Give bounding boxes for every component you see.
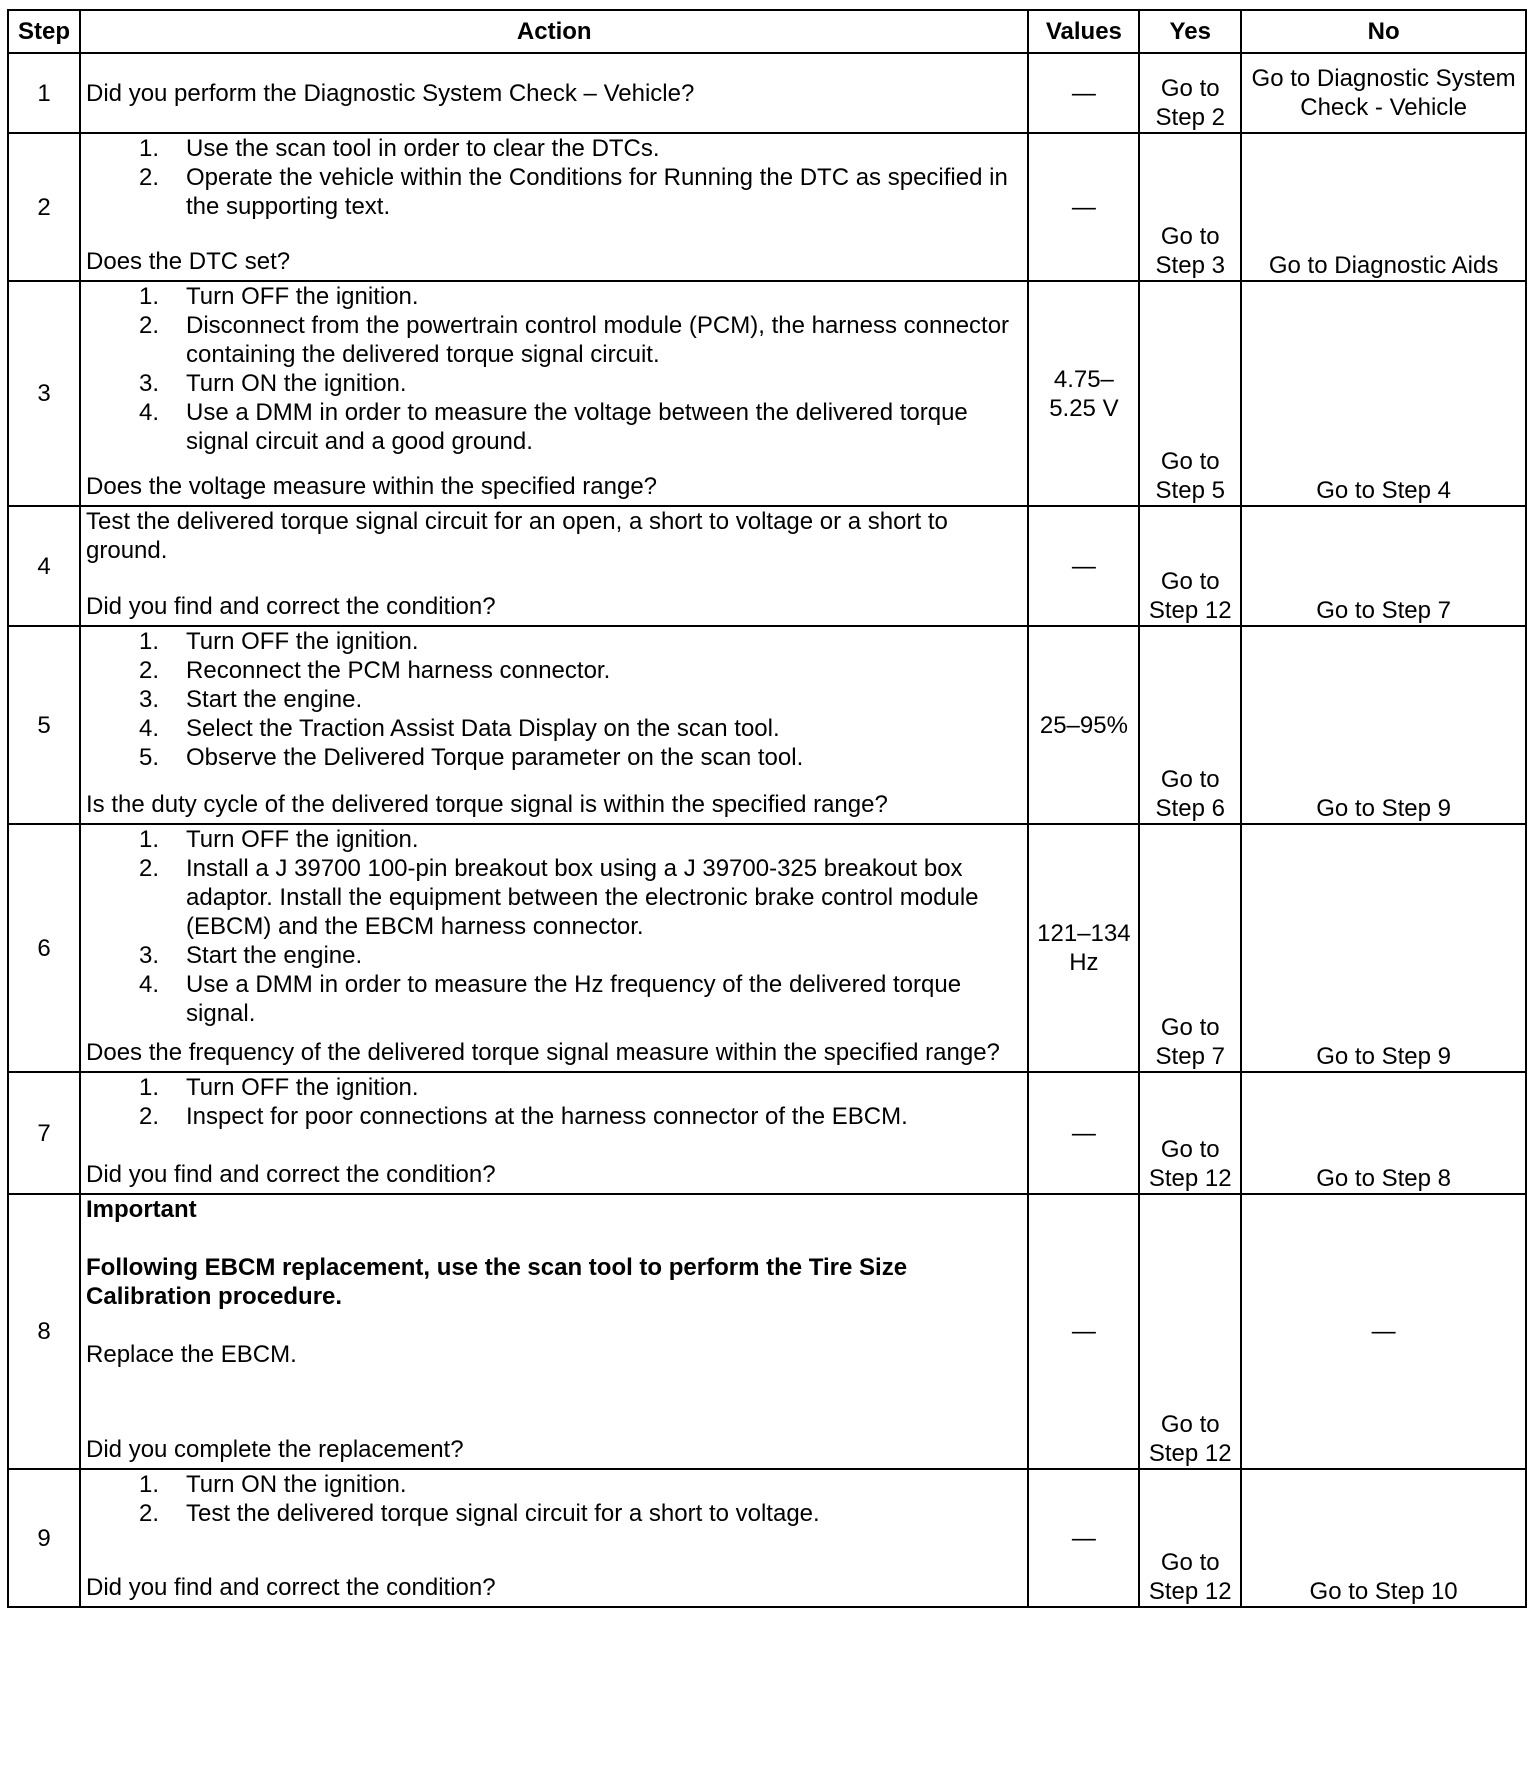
step-number: 5 [8,626,80,824]
list-item: 1. Turn OFF the ignition. [139,628,419,655]
action-question: Is the duty cycle of the delivered torque signal is within the specified range? [86,791,888,818]
action-steps-list [86,825,1022,1028]
values-cell: 4.75–5.25 V [1028,281,1139,506]
values-cell: — [1028,1469,1139,1607]
list-item: 2. Install a J 39700 100-pin breakout box using a J 39700-325 breakout box adaptor. Install the equipment between the electronic brake control module (EBCM) and the EBCM harness connector. [139,855,979,940]
list-item: 4. Select the Traction Assist Data Display on the scan tool. [139,715,780,742]
action-cell [80,281,1028,506]
no-cell: Go to Diagnostic Aids [1241,133,1526,281]
action-steps-list [86,1073,1022,1131]
yes-cell: Go to Step 6 [1139,626,1241,824]
important-note: Following EBCM replacement, use the scan tool to perform the Tire Size Calibration procedure. [86,1254,908,1310]
yes-cell: Go to Step 12 [1139,1072,1241,1194]
list-item: 2. Test the delivered torque signal circuit for a short to voltage. [139,1500,820,1527]
list-item: 2. Disconnect from the powertrain control module (PCM), the harness connector containing the delivered torque signal circuit. [139,312,1010,368]
header-row [8,10,1526,53]
yes-cell: Go to Step 12 [1139,1194,1241,1469]
step-number: 1 [8,53,80,133]
action-cell [80,1072,1028,1194]
step-number: 3 [8,281,80,506]
important-label: Important [86,1196,197,1223]
yes-cell: Go to Step 12 [1139,506,1241,626]
no-cell: Go to Step 9 [1241,626,1526,824]
list-item: 1. Turn OFF the ignition. [139,283,419,310]
table-row [8,1469,1526,1607]
step-number: 7 [8,1072,80,1194]
list-item: 5. Observe the Delivered Torque parameter on the scan tool. [139,744,804,771]
list-item: 3. Start the engine. [139,686,363,713]
list-item: 2. Operate the vehicle within the Conditions for Running the DTC as specified in the supporting text. [139,164,1008,220]
list-item: 4. Use a DMM in order to measure the voltage between the delivered torque signal circuit and a good ground. [139,399,968,455]
no-cell: Go to Diagnostic System Check - Vehicle [1241,53,1526,133]
header-action: Action [80,10,1028,53]
values-cell: — [1028,133,1139,281]
action-question: Did you find and correct the condition? [86,1161,496,1188]
list-item: 1. Use the scan tool in order to clear the DTCs. [139,135,660,162]
values-cell: — [1028,53,1139,133]
no-cell: Go to Step 10 [1241,1469,1526,1607]
no-cell: — [1241,1194,1526,1469]
list-item: 4. Use a DMM in order to measure the Hz frequency of the delivered torque signal. [139,971,962,1027]
action-cell [80,506,1028,626]
yes-cell: Go to Step 3 [1139,133,1241,281]
action-question: Did you find and correct the condition? [86,593,496,620]
action-cell [80,1194,1028,1469]
action-question: Did you find and correct the condition? [86,1574,496,1601]
table-row [8,626,1526,824]
action-steps-list [86,134,1022,221]
list-item: 2. Reconnect the PCM harness connector. [139,657,611,684]
header-no: No [1241,10,1526,53]
table-row [8,133,1526,281]
action-cell [80,1469,1028,1607]
table-row [8,1194,1526,1469]
list-item: 1. Turn OFF the ignition. [139,1074,419,1101]
step-number: 8 [8,1194,80,1469]
no-cell: Go to Step 9 [1241,824,1526,1072]
yes-cell: Go to Step 7 [1139,824,1241,1072]
table-row [8,1072,1526,1194]
header-values: Values [1028,10,1139,53]
step-number: 9 [8,1469,80,1607]
step-number: 6 [8,824,80,1072]
action-cell [80,824,1028,1072]
action-text: Replace the EBCM. [86,1341,297,1368]
action-cell [80,53,1028,133]
values-cell: 121–134 Hz [1028,824,1139,1072]
list-item: 1. Turn ON the ignition. [139,1471,407,1498]
action-steps-list [86,1470,1022,1528]
list-item: 2. Inspect for poor connections at the harness connector of the EBCM. [139,1103,908,1130]
values-cell: — [1028,1194,1139,1469]
action-text: Test the delivered torque signal circuit for an open, a short to voltage or a short to ground. [86,508,948,564]
table-row [8,506,1526,626]
no-cell: Go to Step 4 [1241,281,1526,506]
diagnostic-table [7,9,1527,1608]
diagnostic-table-page [7,9,1527,1608]
table-row [8,824,1526,1072]
values-cell: — [1028,506,1139,626]
table-row [8,281,1526,506]
table-row [8,53,1526,133]
list-item: 3. Start the engine. [139,942,363,969]
action-cell [80,133,1028,281]
action-question: Does the frequency of the delivered torque signal measure within the specified range? [86,1039,1000,1066]
list-item: 1. Turn OFF the ignition. [139,826,419,853]
action-question: Does the DTC set? [86,248,291,275]
values-cell: — [1028,1072,1139,1194]
no-cell: Go to Step 8 [1241,1072,1526,1194]
action-question: Did you complete the replacement? [86,1436,464,1463]
list-item: 3. Turn ON the ignition. [139,370,407,397]
yes-cell: Go to Step 12 [1139,1469,1241,1607]
header-yes: Yes [1139,10,1241,53]
header-step: Step [8,10,80,53]
step-number: 2 [8,133,80,281]
action-steps-list [86,282,1022,456]
action-question: Did you perform the Diagnostic System Check – Vehicle? [86,79,695,107]
yes-cell: Go to Step 2 [1139,53,1241,133]
action-question: Does the voltage measure within the specified range? [86,473,658,500]
action-cell [80,626,1028,824]
step-number: 4 [8,506,80,626]
values-cell: 25–95% [1028,626,1139,824]
no-cell: Go to Step 7 [1241,506,1526,626]
yes-cell: Go to Step 5 [1139,281,1241,506]
action-steps-list [86,627,1022,772]
